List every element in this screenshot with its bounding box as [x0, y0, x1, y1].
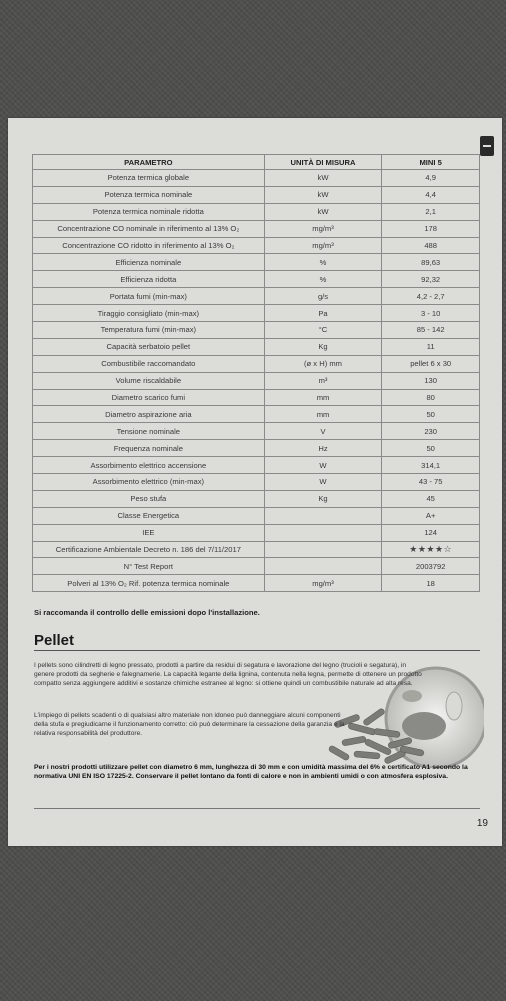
value-cell: 314,1 — [382, 457, 480, 474]
unit-cell: W — [264, 474, 382, 491]
title-divider — [34, 650, 480, 651]
parameter-cell: Frequenza nominale — [33, 440, 265, 457]
parameter-cell: Assorbimento elettrico accensione — [33, 457, 265, 474]
unit-cell: mm — [264, 389, 382, 406]
table-row — [33, 541, 480, 558]
table-row — [33, 237, 480, 254]
value-cell: 2,1 — [382, 203, 480, 220]
value-cell: 488 — [382, 237, 480, 254]
value-cell: 178 — [382, 220, 480, 237]
value-cell: 124 — [382, 524, 480, 541]
unit-cell — [264, 507, 382, 524]
unit-cell: g/s — [264, 288, 382, 305]
parameter-cell: Combustibile raccomandato — [33, 355, 265, 372]
table-row — [33, 490, 480, 507]
unit-cell — [264, 524, 382, 541]
table-row — [33, 203, 480, 220]
parameter-cell: Assorbimento elettrico (min-max) — [33, 474, 265, 491]
value-cell: 4,2 - 2,7 — [382, 288, 480, 305]
value-cell: 4,9 — [382, 170, 480, 187]
table-row — [33, 355, 480, 372]
pellet-description: I pellets sono cilindretti di legno pressato, prodotti a partire da residui di segatura e lavorazione del legno (trucioli e segatura), in genere prodotti da segherie e falegnamerie. La capacità legante della lignina, contenuta nella legna, permette di ottenere un prodotto compatto senza aggiungere additivi e sostanze chimiche estranee al legno: si ottiene quindi un combustibile naturale ad alta resa. — [34, 662, 422, 687]
table-row — [33, 338, 480, 355]
parameter-cell: IEE — [33, 524, 265, 541]
value-cell: 130 — [382, 372, 480, 389]
parameter-cell: Diametro scarico fumi — [33, 389, 265, 406]
value-cell: 43 - 75 — [382, 474, 480, 491]
table-row — [33, 524, 480, 541]
specifications-table — [32, 154, 480, 592]
unit-cell: m³ — [264, 372, 382, 389]
table-row — [33, 507, 480, 524]
unit-cell: % — [264, 254, 382, 271]
unit-cell: V — [264, 423, 382, 440]
section-title: Pellet — [34, 632, 75, 649]
footer-divider — [34, 808, 480, 809]
unit-cell: % — [264, 271, 382, 288]
value-cell: 3 - 10 — [382, 305, 480, 322]
header-model: MINI 5 — [382, 155, 480, 170]
parameter-cell: Tensione nominale — [33, 423, 265, 440]
table-row — [33, 575, 480, 592]
header-parametro: PARAMETRO — [33, 155, 265, 170]
header-unita: UNITÀ DI MISURA — [264, 155, 382, 170]
table-row — [33, 220, 480, 237]
table-row — [33, 271, 480, 288]
value-cell: 92,32 — [382, 271, 480, 288]
table-row — [33, 186, 480, 203]
table-row — [33, 474, 480, 491]
parameter-cell: Concentrazione CO ridotto in riferimento al 13% O₂ — [33, 237, 265, 254]
parameter-cell: Concentrazione CO nominale in riferimento al 13% O₂ — [33, 220, 265, 237]
value-cell: 89,63 — [382, 254, 480, 271]
value-cell: 11 — [382, 338, 480, 355]
parameter-cell: Potenza termica nominale ridotta — [33, 203, 265, 220]
value-cell: 45 — [382, 490, 480, 507]
value-cell: 18 — [382, 575, 480, 592]
unit-cell: mg/m³ — [264, 220, 382, 237]
unit-cell: kW — [264, 203, 382, 220]
parameter-cell: Capacità serbatoio pellet — [33, 338, 265, 355]
value-cell: 4,4 — [382, 186, 480, 203]
parameter-cell: Diametro aspirazione aria — [33, 406, 265, 423]
unit-cell: kW — [264, 170, 382, 187]
pellet-warning: L'impiego di pellets scadenti o di qualsiasi altro materiale non idoneo può danneggiare alcuni componenti della stufa e pregiudicarne il funzionamento corretto: ciò può determinare la cessazione della garanzia e la relativa responsabilità del produttore. — [34, 712, 345, 737]
table-row — [33, 558, 480, 575]
value-cell: pellet 6 x 30 — [382, 355, 480, 372]
parameter-cell: Potenza termica globale — [33, 170, 265, 187]
value-cell: ★★★★☆ — [382, 541, 480, 558]
table-row — [33, 406, 480, 423]
unit-cell — [264, 541, 382, 558]
unit-cell: Kg — [264, 338, 382, 355]
value-cell: 230 — [382, 423, 480, 440]
manual-page — [8, 118, 502, 846]
table-row — [33, 423, 480, 440]
parameter-cell: Temperatura fumi (min-max) — [33, 322, 265, 339]
unit-cell: mg/m³ — [264, 237, 382, 254]
page-number: 19 — [476, 818, 488, 829]
unit-cell: Hz — [264, 440, 382, 457]
parameter-cell: Portata fumi (min-max) — [33, 288, 265, 305]
table-row — [33, 440, 480, 457]
value-cell: 2003792 — [382, 558, 480, 575]
unit-cell: Pa — [264, 305, 382, 322]
value-cell: 50 — [382, 440, 480, 457]
table-row — [33, 322, 480, 339]
parameter-cell: Volume riscaldabile — [33, 372, 265, 389]
unit-cell: W — [264, 457, 382, 474]
parameter-cell: Efficienza nominale — [33, 254, 265, 271]
parameter-cell: Certificazione Ambientale Decreto n. 186 del 7/11/2017 — [33, 541, 265, 558]
table-row — [33, 305, 480, 322]
parameter-cell: Polveri al 13% O₂ Rif. potenza termica nominale — [33, 575, 265, 592]
table-row — [33, 372, 480, 389]
parameter-cell: Potenza termica nominale — [33, 186, 265, 203]
parameter-cell: Classe Energetica — [33, 507, 265, 524]
unit-cell: mg/m³ — [264, 575, 382, 592]
table-row — [33, 389, 480, 406]
unit-cell — [264, 558, 382, 575]
value-cell: A+ — [382, 507, 480, 524]
parameter-cell: Peso stufa — [33, 490, 265, 507]
table-row — [33, 170, 480, 187]
table-row — [33, 254, 480, 271]
unit-cell: mm — [264, 406, 382, 423]
table-row — [33, 457, 480, 474]
unit-cell: (ø x H) mm — [264, 355, 382, 372]
emission-note: Si raccomanda il controllo delle emissioni dopo l'installazione. — [34, 608, 260, 617]
unit-cell: °C — [264, 322, 382, 339]
parameter-cell: Tiraggio consigliato (min-max) — [33, 305, 265, 322]
value-cell: 85 - 142 — [382, 322, 480, 339]
unit-cell: kW — [264, 186, 382, 203]
value-cell: 50 — [382, 406, 480, 423]
parameter-cell: Efficienza ridotta — [33, 271, 265, 288]
table-header-row — [33, 155, 480, 170]
pellet-requirements: Per i nostri prodotti utilizzare pellet con diametro 6 mm, lunghezza di 30 mm e con umidità massima del 6% e certificato A1 secondo la normativa UNI EN ISO 17225-2. Conservare il pellet lontano da fonti di calore e non in ambienti umidi o con atmosfera esplosiva. — [34, 764, 468, 780]
table-row — [33, 288, 480, 305]
value-cell: 80 — [382, 389, 480, 406]
parameter-cell: N° Test Report — [33, 558, 265, 575]
unit-cell: Kg — [264, 490, 382, 507]
section-tab-marker — [480, 136, 494, 156]
